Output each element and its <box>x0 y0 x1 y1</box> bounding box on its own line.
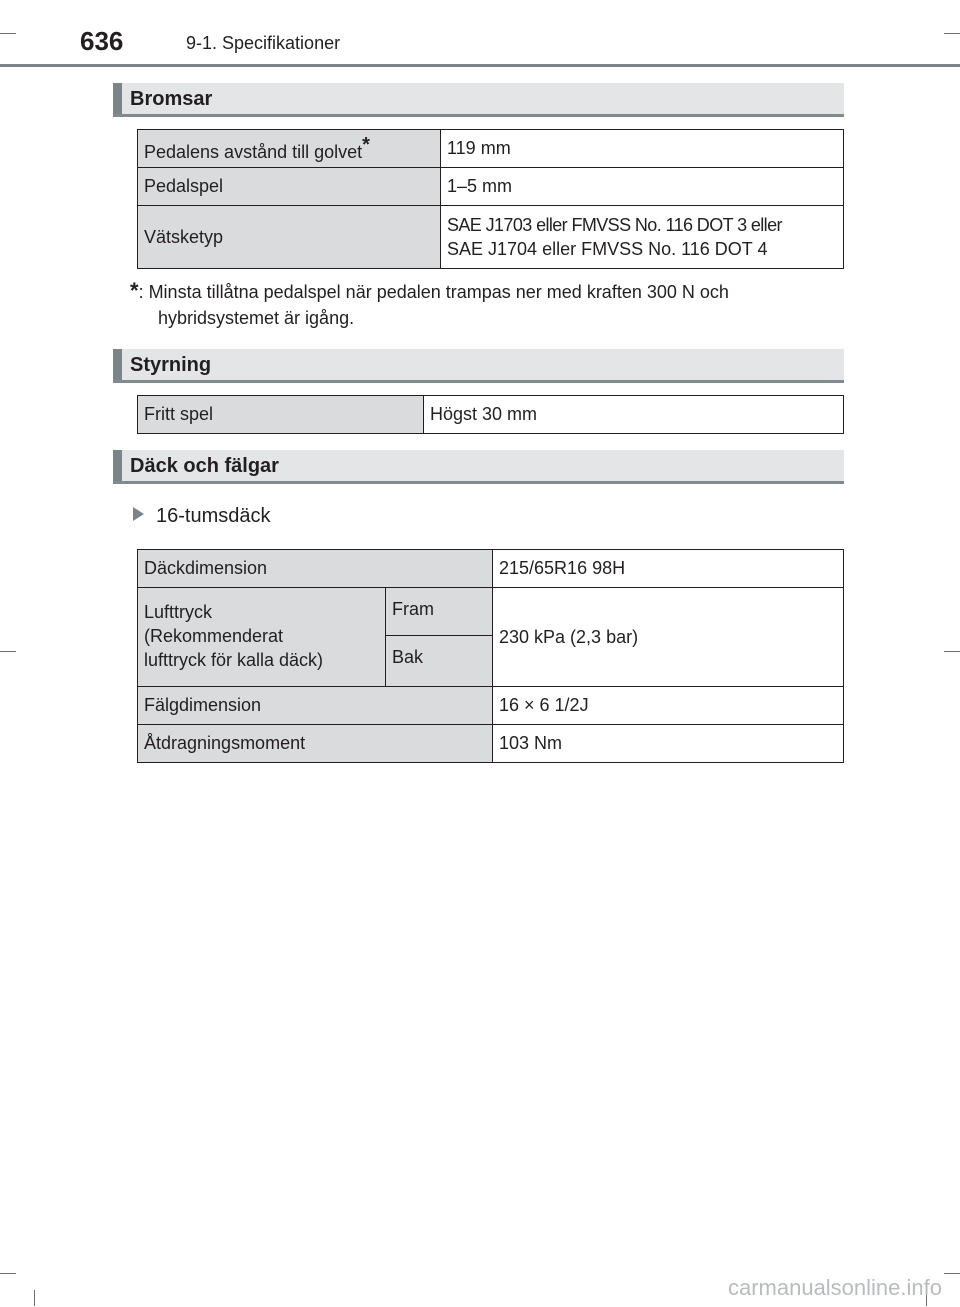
steering-table <box>137 395 844 434</box>
chapter-title: 9-1. Specifikationer <box>186 33 341 53</box>
footnote-mark: * <box>362 134 370 156</box>
table-label: Åtdragningsmoment <box>138 725 493 763</box>
table-row <box>138 588 844 636</box>
section-heading-steering <box>113 349 844 383</box>
section-title: Däck och fälgar <box>130 455 279 477</box>
section-title: Bromsar <box>130 88 213 110</box>
value-line: SAE J1704 eller FMVSS No. 116 DOT 4 <box>447 239 768 259</box>
footnote-mark: * <box>130 278 139 303</box>
watermark: carmanualsonline.info <box>727 1275 942 1300</box>
footnote-text: : Minsta tillåtna pedalspel när pedalen trampas ner med kraften 300 N och <box>138 282 729 302</box>
footnote-text-cont: hybridsystemet är igång. <box>158 308 355 328</box>
table-value: Högst 30 mm <box>424 396 844 434</box>
table-value <box>441 206 844 269</box>
table-label: Vätsketyp <box>138 206 441 269</box>
table-value: 230 kPa (2,3 bar) <box>493 588 844 687</box>
header-rule <box>0 64 960 67</box>
crop-mark <box>0 33 16 34</box>
section-marker <box>113 83 122 114</box>
table-value: 119 mm <box>441 130 844 168</box>
table-row <box>138 687 844 725</box>
table-row <box>138 130 844 168</box>
footnote <box>130 278 838 331</box>
section-marker <box>113 349 122 380</box>
table-sublabel-rear: Bak <box>386 636 493 687</box>
table-label: Fritt spel <box>138 396 424 434</box>
table-label: Lufttryck (Rekommenderat lufttryck för kalla däck) <box>138 588 386 687</box>
crop-mark <box>944 33 960 34</box>
crop-mark <box>944 1273 960 1274</box>
brakes-table <box>137 129 844 269</box>
table-sublabel-front: Fram <box>386 588 493 636</box>
table-row <box>138 550 844 588</box>
table-row <box>138 396 844 434</box>
section-title: Styrning <box>130 354 212 376</box>
crop-mark <box>0 1273 16 1274</box>
crop-mark <box>944 651 960 652</box>
table-value: 215/65R16 98H <box>493 550 844 588</box>
table-label: Pedalspel <box>138 168 441 206</box>
table-value: 1–5 mm <box>441 168 844 206</box>
section-marker <box>113 450 122 481</box>
triangle-bullet-icon <box>133 507 144 521</box>
bullet-text: 16-tumsdäck <box>156 505 271 527</box>
page-number: 636 <box>80 26 124 56</box>
table-row <box>138 206 844 269</box>
table-value: 16 × 6 1/2J <box>493 687 844 725</box>
value-line: SAE J1703 eller FMVSS No. 116 DOT 3 eller <box>447 215 782 235</box>
tires-table <box>137 549 844 763</box>
table-label: Fälgdimension <box>138 687 493 725</box>
table-row <box>138 725 844 763</box>
crop-mark <box>34 1290 35 1306</box>
crop-mark <box>0 651 16 652</box>
table-label: Pedalens avstånd till golvet* <box>138 130 441 168</box>
table-row <box>138 168 844 206</box>
table-value: 103 Nm <box>493 725 844 763</box>
table-label: Däckdimension <box>138 550 493 588</box>
section-heading-brakes <box>113 83 844 117</box>
bullet-item <box>133 505 271 528</box>
section-heading-tires <box>113 450 844 484</box>
